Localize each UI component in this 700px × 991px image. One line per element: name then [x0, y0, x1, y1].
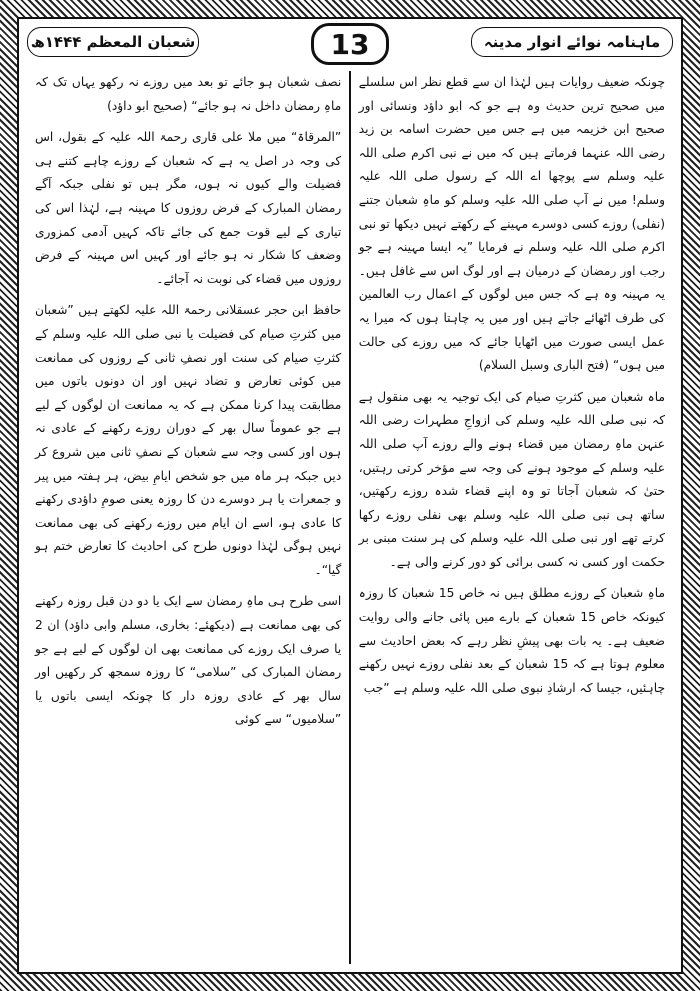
- paragraph: حافظ ابن حجر عسقلانی رحمۃ اللہ علیہ لکھتے ہیں ”شعبان میں کثرتِ صیام کی فضیلت یا نبی صلی اللہ علیہ وسلم کے کثرتِ صیام کی سنت اور نصفِ ثانی کے روزوں کی ممانعت میں کوئی تعارض و تضاد نہیں اور ان دونوں باتوں میں مطابقت پیدا کرنا ممکن ہے کہ یہ ممانعت ان لوگوں کے لیے ہے جو عموماً سال بھر کے دوران روزے رکھنے کے عادی نہ ہوں اور کسی وجہ سے شعبان کے نصفِ ثانی میں شروع کر دیں جبکہ ہر ماہ میں جو شخص ایامِ بیض، ہر ہفتہ میں پیر و جمعرات یا ہر دوسرے دن کا روزہ یعنی صومِ داؤدی رکھنے کا عادی ہو، اسے ان ایام میں روزے رکھنے کی بھی ممانعت نہیں ہوگی لہٰذا دونوں طرح کی احادیث کا تعارض ختم ہو گیا“۔: [35, 303, 342, 577]
- page-header: [19, 19, 681, 67]
- left-column: [27, 71, 349, 964]
- magazine-title: ماہنامہ نوائے انوار مدینہ: [471, 27, 673, 57]
- paragraph: ماہ شعبان میں کثرتِ صیام کی ایک توجیہ یہ بھی منقول ہے کہ نبی صلی اللہ علیہ وسلم کی ازواجِ مطہرات رضی اللہ عنہن ماہِ رمضان میں قضاء ہونے والے روزے آپ صلی اللہ علیہ وسلم کے موجود ہونے کی وجہ سے مؤخر کرتی رہتیں، حتیٰ کہ شعبان آجاتا تو وہ اپنے قضاء شدہ روزے رکھتیں، ساتھ ہی نبی صلی اللہ علیہ وسلم بھی نفلی روزے رکھا کرتے تھے اور نبی صلی اللہ علیہ وسلم کی ہر سنت مبنی بر حکمت اور کسی نہ کسی برائی کو دور کرنے والی ہے۔: [358, 389, 665, 569]
- issue-date: شعبان المعظم ۱۴۴۴ھ: [27, 27, 199, 57]
- paragraph: ”المرقاۃ“ میں ملا علی قاری رحمۃ اللہ علیہ کے بقول، اس کی وجہ در اصل یہ ہے کہ شعبان کے روزے چاہے کتنے ہی فضیلت والے کیوں نہ ہوں، مگر ہیں تو نفلی جبکہ آگے رمضان المبارک کے فرض روزوں کا مہینہ ہے، لہٰذا اس کی تیاری کے لیے قوت جمع کی جائے تاکہ کہیں آدمی کمزوری وضعف کا شکار نہ ہو جائے اور کہیں اس مہینہ کے فرض روزوں میں قضاء کی نوبت نہ آجائے۔: [35, 130, 342, 286]
- page-number: 13: [311, 23, 389, 65]
- page-frame: [17, 17, 683, 974]
- paragraph: اسی طرح ہی ماہِ رمضان سے ایک یا دو دن قبل روزہ رکھنے کی بھی ممانعت ہے (دیکھئے: بخاری، مسلم وابی داؤد) ان 2 یا صرف ایک روزے کی ممانعت بھی ان لوگوں کے لیے ہے جو رمضان المبارک کی ”سلامی“ کا روزہ سمجھ کر رکھیں اور سال بھر کے عادی روزہ دار کا چونکہ ایسی باتوں یا ”سلامیوں“ سے کوئی: [35, 594, 342, 727]
- paragraph: نصف شعبان ہو جائے تو بعد میں روزے نہ رکھو یہاں تک کہ ماہِ رمضان داخل نہ ہو جائے“ (صحیح ابو داؤد): [35, 75, 342, 113]
- paragraph: ماہِ شعبان کے روزے مطلق ہیں نہ خاص 15 شعبان کا روزہ کیونکہ خاص 15 شعبان کے بارے میں پائی جانے والی روایت ضعیف ہے۔ یہ بات بھی پیشِ نظر رہے کہ بعض احادیث سے معلوم ہوتا ہے کہ 15 شعبان کے بعد نفلی روزے نہیں رکھنے چاہئیں، جیسا کہ ارشادِ نبوی صلی اللہ علیہ وسلم ہے ”جب: [358, 586, 665, 695]
- text-columns: [27, 71, 673, 964]
- paragraph: چونکہ ضعیف روایات ہیں لہٰذا ان سے قطع نظر اس سلسلے میں صحیح ترین حدیث وہ ہے جو کہ ابو داؤد ونسائی اور صحیح ابن خزیمہ میں ہے جس میں حضرت اسامہ بن زید رضی اللہ عنہما فرماتے ہیں کہ میں نے نبی اکرم صلی اللہ علیہ وسلم سے پوچھا اے اللہ کے رسول صلی اللہ علیہ وسلم! میں نے آپ صلی اللہ علیہ وسلم کو ماہِ شعبان جتنے (نفلی) روزے کسی دوسرے مہینے کے رکھتے نہیں دیکھا تو نبی اکرم صلی اللہ علیہ وسلم نے فرمایا ”یہ ایسا مہینہ ہے جو رجب اور رمضان کے درمیان ہے اور لوگ اس سے غافل ہیں۔ یہ مہینہ وہ ہے کہ جس میں لوگوں کے اعمال رب العالمین کی طرف اٹھائے جاتے ہیں اور میں یہ چاہتا ہوں کہ میرا یہ عمل ایسی صورت میں اٹھایا جائے کہ میں روزے کی حالت میں ہوں“ (فتح الباری وسبل السلام): [358, 75, 665, 373]
- right-column: [351, 71, 673, 964]
